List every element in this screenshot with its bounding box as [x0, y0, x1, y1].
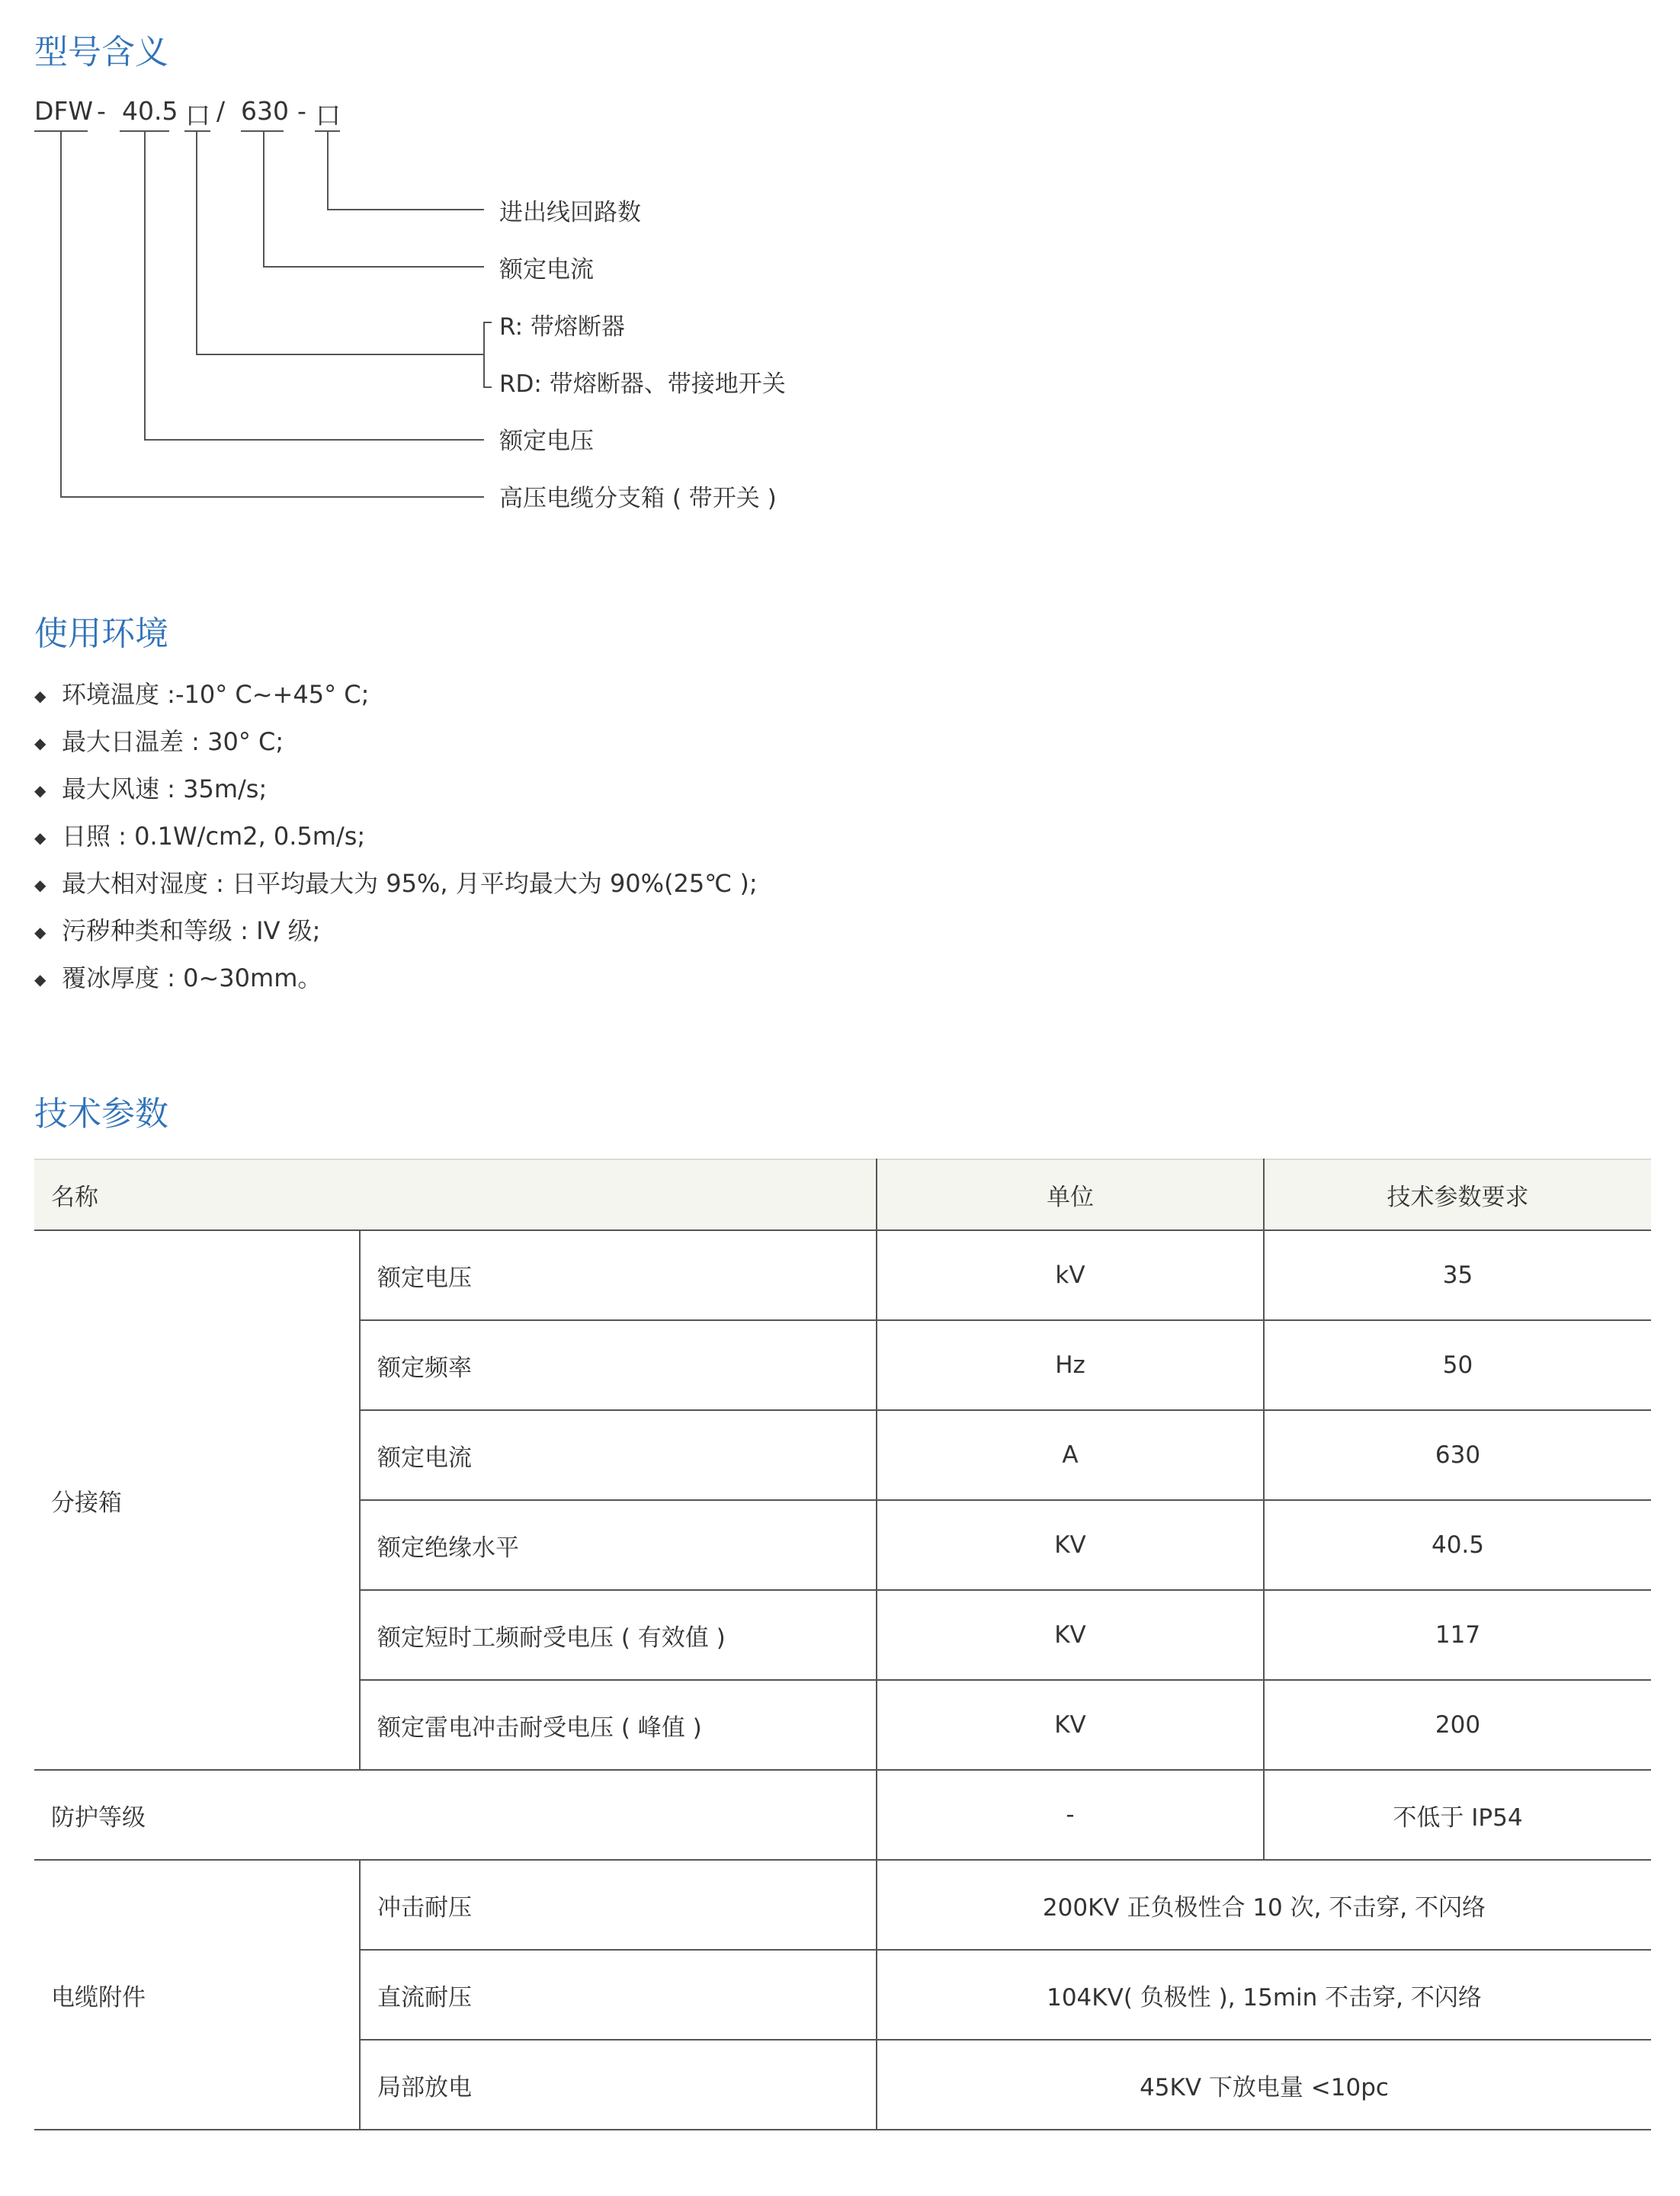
list-item: ◆ 最大风速 : 35m/s; — [34, 765, 758, 813]
protection-name: 防护等级 — [34, 1770, 877, 1860]
code-dash-2: - — [297, 96, 306, 126]
diagram-lines — [0, 84, 915, 526]
code-voltage: 40.5 — [122, 96, 178, 126]
list-item: ◆ 最大日温差 : 30° C; — [34, 718, 758, 765]
param-cell: 额定频率 — [360, 1320, 877, 1410]
value-cell: 50 — [1264, 1320, 1651, 1410]
value-cell: 117 — [1264, 1590, 1651, 1680]
label-current: 额定电流 — [499, 256, 594, 284]
env-list — [34, 671, 758, 1002]
param-cell: 额定电压 — [360, 1230, 877, 1320]
model-title: 型号含义 — [34, 33, 168, 72]
tech-table — [34, 1159, 1651, 2130]
table-row — [34, 1860, 1651, 1950]
env-title: 使用环境 — [34, 614, 168, 653]
value-cell: 40.5 — [1264, 1500, 1651, 1590]
header-name: 名称 — [34, 1159, 877, 1230]
code-box-2: 口 — [316, 101, 341, 130]
unit-cell: A — [877, 1410, 1264, 1500]
label-box-type: 高压电缆分支箱 ( 带开关 ) — [499, 485, 777, 512]
value-cell: 45KV 下放电量 <10pc — [877, 2040, 1651, 2130]
diamond-bullet-icon: ◆ — [34, 734, 46, 752]
list-item: ◆ 最大相对湿度 : 日平均最大为 95%, 月平均最大为 90%(25℃ ); — [34, 860, 758, 907]
param-cell: 冲击耐压 — [360, 1860, 877, 1950]
table-header-row — [34, 1159, 1651, 1230]
list-item: ◆ 覆冰厚度 : 0~30mm。 — [34, 954, 758, 1002]
diamond-bullet-icon: ◆ — [34, 923, 46, 941]
diamond-bullet-icon: ◆ — [34, 687, 46, 705]
unit-cell: - — [877, 1770, 1264, 1860]
header-requirement: 技术参数要求 — [1264, 1159, 1651, 1230]
param-cell: 直流耐压 — [360, 1950, 877, 2040]
label-circuits: 进出线回路数 — [499, 199, 641, 226]
param-cell: 额定短时工频耐受电压 ( 有效值 ) — [360, 1590, 877, 1680]
tech-title: 技术参数 — [34, 1095, 168, 1133]
list-item: ◆ 污秽种类和等级 : IV 级; — [34, 907, 758, 954]
unit-cell: Hz — [877, 1320, 1264, 1410]
list-item: ◆ 环境温度 :-10° C~+45° C; — [34, 671, 758, 718]
value-cell: 200 — [1264, 1680, 1651, 1770]
diamond-bullet-icon: ◆ — [34, 829, 46, 847]
value-cell: 630 — [1264, 1410, 1651, 1500]
tech-table-wrap — [34, 1159, 1651, 2130]
label-r: R: 带熔断器 — [499, 313, 625, 341]
value-cell: 不低于 IP54 — [1264, 1770, 1651, 1860]
diamond-bullet-icon: ◆ — [34, 876, 46, 894]
list-item: ◆ 日照 : 0.1W/cm2, 0.5m/s; — [34, 813, 758, 860]
code-box-1: 口 — [185, 101, 210, 130]
code-slash: / — [216, 96, 226, 126]
code-dash-1: - — [97, 96, 106, 126]
value-cell: 200KV 正负极性合 10 次, 不击穿, 不闪络 — [877, 1860, 1651, 1950]
param-cell: 额定电流 — [360, 1410, 877, 1500]
code-current: 630 — [241, 96, 289, 126]
param-cell: 局部放电 — [360, 2040, 877, 2130]
unit-cell: KV — [877, 1500, 1264, 1590]
diamond-bullet-icon: ◆ — [34, 781, 46, 800]
unit-cell: KV — [877, 1680, 1264, 1770]
table-row — [34, 1770, 1651, 1860]
label-voltage: 额定电压 — [499, 428, 594, 455]
model-code-diagram — [0, 84, 915, 526]
unit-cell: kV — [877, 1230, 1264, 1320]
header-unit: 单位 — [877, 1159, 1264, 1230]
code-series: DFW — [34, 96, 94, 126]
param-cell: 额定绝缘水平 — [360, 1500, 877, 1590]
label-rd: RD: 带熔断器、带接地开关 — [499, 370, 786, 398]
param-cell: 额定雷电冲击耐受电压 ( 峰值 ) — [360, 1680, 877, 1770]
group-name-cable-accessories: 电缆附件 — [34, 1860, 360, 2130]
group-name-branch-box: 分接箱 — [34, 1230, 360, 1770]
diamond-bullet-icon: ◆ — [34, 970, 46, 989]
table-row — [34, 1230, 1651, 1320]
value-cell: 35 — [1264, 1230, 1651, 1320]
unit-cell: KV — [877, 1590, 1264, 1680]
value-cell: 104KV( 负极性 ), 15min 不击穿, 不闪络 — [877, 1950, 1651, 2040]
